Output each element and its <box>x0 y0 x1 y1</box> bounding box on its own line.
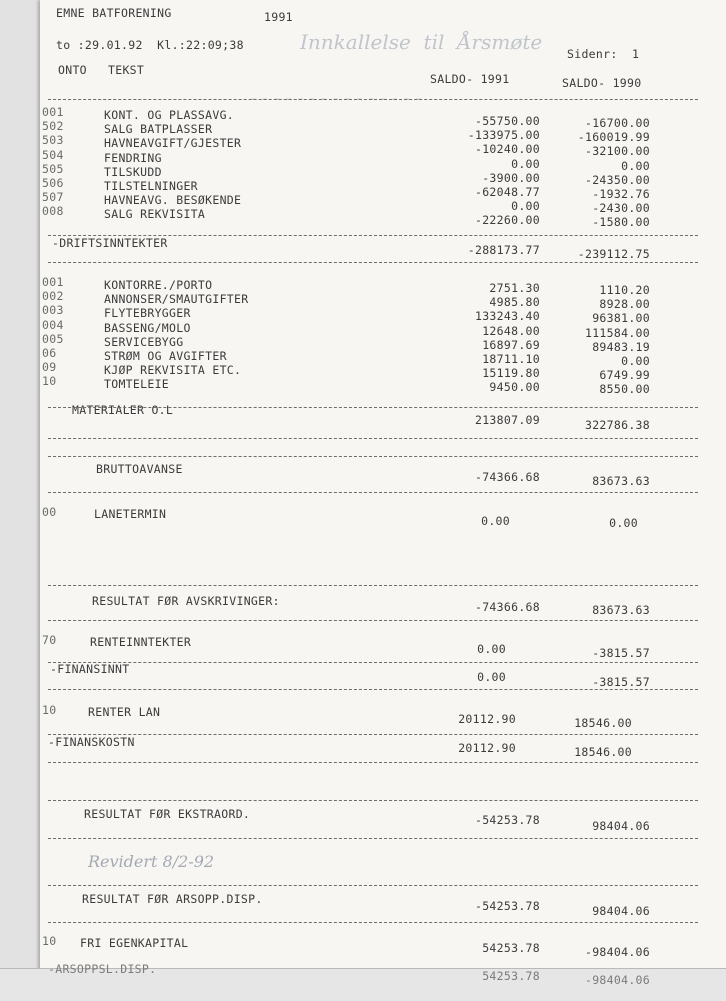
account-text: STRØM OG AVGIFTER <box>104 349 227 363</box>
date-time: to :29.01.92 Kl.:22:09;38 <box>56 38 244 52</box>
lanetermin-1991: 0.00 <box>481 514 510 528</box>
saldo-1991: 4985.80 <box>489 295 540 310</box>
saldo-1991: 133243.40 <box>474 309 540 324</box>
finance-costs-label: -FINANSKOSTN <box>48 735 135 749</box>
finance-costs-1990: 18546.00 <box>574 745 632 759</box>
account-text: TOMTELEIE <box>104 377 170 392</box>
account-code: 003 <box>42 303 64 318</box>
account-text: TILSTELNINGER <box>104 179 198 193</box>
result-before-disposition-1990: 98404.06 <box>592 904 650 918</box>
account-text: TILSKUDD <box>104 164 162 179</box>
income-total-1991: -288173.77 <box>467 243 540 257</box>
account-code: 70 <box>42 633 57 647</box>
divider <box>48 800 698 801</box>
saldo-1991: -22260.00 <box>474 213 540 228</box>
report-year: 1991 <box>264 10 293 24</box>
account-code: 005 <box>42 331 64 346</box>
result-before-extraordinary-label: RESULTAT FØR EKSTRAORD. <box>84 807 251 821</box>
saldo-1990: -1580.00 <box>592 215 650 230</box>
account-text: KONTORRE./PORTO <box>104 278 213 292</box>
saldo-1990: 8550.00 <box>599 382 650 397</box>
account-text: FLYTEBRYGGER <box>104 306 191 321</box>
brutto-1990: 83673.63 <box>592 474 650 488</box>
account-code: 008 <box>42 204 64 219</box>
saldo-1990: -1932.76 <box>592 187 650 201</box>
loan-interest-1990: 18546.00 <box>574 716 632 730</box>
saldo-1990: 1110.20 <box>599 283 650 297</box>
saldo-1990: -32100.00 <box>584 144 650 159</box>
income-total-1990: -239112.75 <box>577 247 650 261</box>
showthrough-handwriting: - - - - - - - - - - - - - - - <box>250 88 422 109</box>
column-tekst: TEKST <box>108 63 145 77</box>
expense-total-1991: 213807.09 <box>474 413 540 427</box>
saldo-1991: 0.00 <box>511 156 540 171</box>
saldo-1991: 18711.10 <box>482 352 540 366</box>
showthrough-handwriting: Innkallelse til Årsmøte <box>300 30 543 54</box>
divider <box>48 438 698 439</box>
page-number: Sidenr: 1 <box>567 47 640 61</box>
divider <box>48 734 698 735</box>
divider <box>48 885 698 886</box>
saldo-1991: 2751.30 <box>489 281 540 295</box>
interest-income-1990: -3815.57 <box>592 646 650 660</box>
divider <box>48 456 698 457</box>
divider <box>48 407 698 408</box>
account-code: 502 <box>42 119 64 134</box>
account-code: 507 <box>42 190 64 205</box>
divider <box>48 662 698 663</box>
saldo-1990: -160019.99 <box>577 130 650 145</box>
saldo-1990: -24350.00 <box>584 172 650 187</box>
divider <box>48 838 698 839</box>
account-text: SALG REKVISITA <box>104 207 206 222</box>
saldo-1991: 12648.00 <box>482 323 540 338</box>
account-text: SERVICEBYGG <box>104 334 184 349</box>
free-equity-1991: 54253.78 <box>482 941 540 955</box>
column-saldo-1990: SALDO- 1990 <box>562 76 642 90</box>
result-before-extraordinary-1991: -54253.78 <box>474 813 540 827</box>
saldo-1990: 8928.00 <box>599 297 650 312</box>
saldo-1990: -2430.00 <box>592 201 650 216</box>
finance-income-1990: -3815.57 <box>592 675 650 689</box>
account-code: 06 <box>42 346 57 360</box>
account-code: 10 <box>42 934 57 948</box>
column-saldo-1991: SALDO- 1991 <box>430 72 510 86</box>
free-equity-1990: -98404.06 <box>584 945 650 959</box>
saldo-1990: 111584.00 <box>584 325 650 340</box>
account-code: 002 <box>42 289 64 304</box>
saldo-1991: -10240.00 <box>474 142 540 157</box>
interest-income-1991: 0.00 <box>477 642 506 656</box>
brutto-1991: -74366.68 <box>474 470 540 484</box>
saldo-1990: -16700.00 <box>584 116 650 130</box>
free-equity-label: FRI EGENKAPITAL <box>80 936 189 950</box>
disposition-1990: -98404.06 <box>584 973 650 987</box>
saldo-1991: 0.00 <box>511 199 540 214</box>
loan-interest-1991: 20112.90 <box>458 712 516 726</box>
account-code: 09 <box>42 360 57 375</box>
account-code: 506 <box>42 176 64 190</box>
saldo-1991: 15119.80 <box>482 366 540 381</box>
saldo-1990: 0.00 <box>621 158 650 173</box>
account-text: BASSENG/MOLO <box>104 320 191 335</box>
result-before-disposition-1991: -54253.78 <box>474 899 540 913</box>
loan-interest-label: RENTER LAN <box>88 705 161 719</box>
underlying-page <box>0 0 44 1000</box>
account-code: 001 <box>42 275 64 289</box>
account-code: 505 <box>42 161 64 176</box>
org-name: EMNE BATFORENING <box>56 6 172 20</box>
divider <box>48 922 698 923</box>
result-before-disposition-label: RESULTAT FØR ARSOPP.DISP. <box>82 892 263 906</box>
interest-income-label: RENTEINNTEKTER <box>90 635 192 649</box>
income-total-label: -DRIFTSINNTEKTER <box>52 236 168 250</box>
saldo-1991: -62048.77 <box>474 185 540 199</box>
account-code: 504 <box>42 147 64 162</box>
result-before-extraordinary-1990: 98404.06 <box>592 819 650 833</box>
divider <box>48 762 698 763</box>
divider <box>48 262 698 263</box>
finance-costs-1991: 20112.90 <box>458 741 516 755</box>
account-text: KONT. OG PLASSAVG. <box>104 108 235 122</box>
divider <box>48 492 698 493</box>
column-konto: ONTO <box>58 63 87 77</box>
lanetermin-label: LANETERMIN <box>94 507 167 521</box>
divider <box>48 585 698 586</box>
saldo-1991: -55750.00 <box>474 114 540 128</box>
result-before-depreciation-label: RESULTAT FØR AVSKRIVINGER: <box>92 594 280 608</box>
divider <box>48 99 698 100</box>
account-code: 503 <box>42 133 64 148</box>
result-before-depreciation-1991: -74366.68 <box>474 600 540 614</box>
lanetermin-1990: 0.00 <box>609 516 638 530</box>
divider <box>48 620 698 621</box>
saldo-1991: -3900.00 <box>482 170 540 185</box>
saldo-1990: 0.00 <box>621 354 650 368</box>
finance-income-label: -FINANSINNT <box>50 662 130 676</box>
finance-income-1991: 0.00 <box>477 670 506 684</box>
account-code: 10 <box>42 703 57 717</box>
expense-total-label: MATERIALER O.L <box>72 403 174 417</box>
account-text: HAVNEAVG. BESØKENDE <box>104 193 242 208</box>
account-text: SALG BATPLASSER <box>104 122 213 137</box>
account-code: 10 <box>42 374 57 389</box>
account-text: HAVNEAVGIFT/GJESTER <box>104 136 242 151</box>
expense-total-1990: 322786.38 <box>584 418 650 432</box>
handwritten-note: Revidert 8/2-92 <box>88 852 215 871</box>
disposition-1991: 54253.78 <box>482 969 540 983</box>
disposition-label: -ARSOPPSL.DISP. <box>48 962 157 976</box>
saldo-1991: -133975.00 <box>467 128 540 143</box>
account-code: 00 <box>42 505 57 519</box>
saldo-1991: 16897.69 <box>482 337 540 352</box>
saldo-1990: 89483.19 <box>592 339 650 354</box>
account-code: 004 <box>42 317 64 332</box>
account-text: FENDRING <box>104 150 162 165</box>
divider <box>48 689 698 690</box>
account-text: KJØP REKVISITA ETC. <box>104 363 242 378</box>
saldo-1990: 96381.00 <box>592 311 650 326</box>
brutto-label: BRUTTOAVANSE <box>96 462 183 476</box>
account-code: 001 <box>42 105 64 119</box>
saldo-1990: 6749.99 <box>599 368 650 383</box>
result-before-depreciation-1990: 83673.63 <box>592 603 650 617</box>
account-text: ANNONSER/SMAUTGIFTER <box>104 292 249 307</box>
saldo-1991: 9450.00 <box>489 380 540 395</box>
